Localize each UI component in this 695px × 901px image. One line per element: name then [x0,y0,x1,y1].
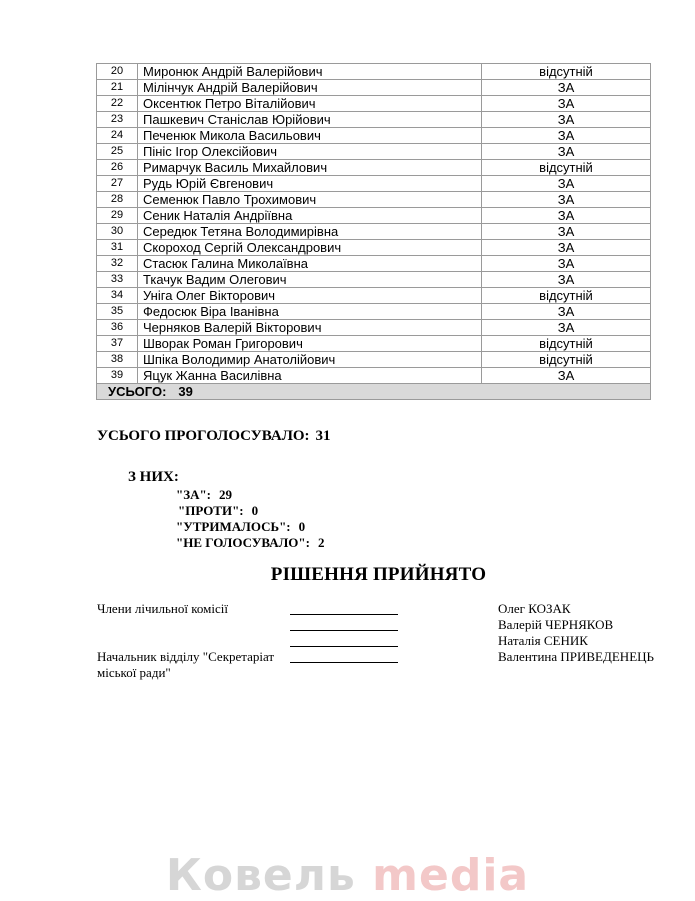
vote-result: відсутній [482,288,651,304]
row-number: 34 [97,288,138,304]
vote-result: відсутній [482,336,651,352]
table-row [97,352,651,368]
row-number: 24 [97,128,138,144]
breakdown-against [176,503,324,519]
signature-line [290,630,398,631]
vote-result: ЗА [482,208,651,224]
deputy-name: Федосюк Віра Іванівна [138,304,482,320]
vote-result: ЗА [482,144,651,160]
head-label: Начальник відділу "Секретаріат міської ради" [97,649,275,680]
deputy-name: Миронюк Андрій Валерійович [138,64,482,80]
watermark-part1: Ковель [165,850,356,901]
deputy-name: Яцук Жанна Василівна [138,368,482,384]
vote-result: ЗА [482,304,651,320]
table-row [97,336,651,352]
signatory-name: Валерій ЧЕРНЯКОВ [498,617,614,632]
row-number: 23 [97,112,138,128]
of-them-label: З НИХ: [128,469,179,485]
deputy-name: Рудь Юрій Євгенович [138,176,482,192]
table-row [97,256,651,272]
breakdown-label: "ПРОТИ": [178,503,244,518]
deputy-name: Оксентюк Петро Віталійович [138,96,482,112]
watermark-part2: media [372,850,530,901]
breakdown-not-voted [176,535,324,551]
deputy-name: Ткачук Вадим Олегович [138,272,482,288]
table-row [97,128,651,144]
table-row [97,64,651,80]
total-value: 39 [178,384,193,399]
total-voted-label: УСЬОГО ПРОГОЛОСУВАЛО: [97,428,310,444]
breakdown-label: "НЕ ГОЛОСУВАЛО": [176,535,310,550]
total-row [97,384,651,400]
total-label: УСЬОГО: [108,384,167,399]
commission-label: Члени лічильної комісії [97,601,228,616]
vote-result: ЗА [482,256,651,272]
row-number: 32 [97,256,138,272]
deputy-name: Сеник Наталія Андріївна [138,208,482,224]
breakdown-label: "УТРИМАЛОСЬ": [176,519,291,534]
vote-result: ЗА [482,224,651,240]
table-row [97,288,651,304]
vote-result: відсутній [482,160,651,176]
deputy-name: Мілінчук Андрій Валерійович [138,80,482,96]
row-number: 22 [97,96,138,112]
deputy-name: Пашкевич Станіслав Юрійович [138,112,482,128]
total-voted [97,428,331,445]
row-number: 31 [97,240,138,256]
table-row [97,304,651,320]
table-row [97,208,651,224]
row-number: 21 [97,80,138,96]
signature-line [290,662,398,663]
signatory-names [498,601,654,665]
deputy-name: Стасюк Галина Миколаївна [138,256,482,272]
table-row [97,272,651,288]
row-number: 38 [97,352,138,368]
row-number: 29 [97,208,138,224]
vote-result: ЗА [482,192,651,208]
vote-result: ЗА [482,368,651,384]
vote-result: ЗА [482,272,651,288]
table-row [97,96,651,112]
deputy-name: Шпіка Володимир Анатолійович [138,352,482,368]
signature-line [290,614,398,615]
signatory-name: Валентина ПРИВЕДЕНЕЦЬ [498,649,654,664]
vote-result: ЗА [482,176,651,192]
breakdown-value: 2 [317,535,325,550]
vote-result: ЗА [482,320,651,336]
breakdown-abstained [176,519,324,535]
breakdown-for [176,487,324,503]
vote-result: ЗА [482,128,651,144]
row-number: 35 [97,304,138,320]
vote-result: ЗА [482,240,651,256]
signatory-name: Наталія СЕНИК [498,633,588,648]
total-cell [97,384,651,400]
vote-result: ЗА [482,80,651,96]
breakdown-value: 0 [251,503,259,518]
deputy-name: Скороход Сергій Олександрович [138,240,482,256]
table-row [97,80,651,96]
vote-breakdown [176,487,324,551]
row-number: 37 [97,336,138,352]
deputy-name: Печенюк Микола Васильович [138,128,482,144]
row-number: 26 [97,160,138,176]
vote-table [96,63,651,400]
total-voted-value: 31 [315,428,331,444]
table-row [97,192,651,208]
row-number: 25 [97,144,138,160]
table-row [97,240,651,256]
signature-line [290,646,398,647]
table-row [97,112,651,128]
breakdown-label: "ЗА": [176,487,212,502]
table-row [97,368,651,384]
deputy-name: Семенюк Павло Трохимович [138,192,482,208]
decision-heading: РІШЕННЯ ПРИЙНЯТО [270,564,487,585]
table-row [97,144,651,160]
table-row [97,160,651,176]
row-number: 27 [97,176,138,192]
vote-result: відсутній [482,64,651,80]
deputy-name: Уніга Олег Вікторович [138,288,482,304]
row-number: 39 [97,368,138,384]
row-number: 33 [97,272,138,288]
breakdown-value: 0 [298,519,306,534]
deputy-name: Римарчук Василь Михайлович [138,160,482,176]
row-number: 28 [97,192,138,208]
deputy-name: Пініс Ігор Олексійович [138,144,482,160]
deputy-name: Середюк Тетяна Володимирівна [138,224,482,240]
table-row [97,176,651,192]
deputy-name: Черняков Валерій Вікторович [138,320,482,336]
signatory-name: Олег КОЗАК [498,601,571,616]
row-number: 20 [97,64,138,80]
watermark-logo [0,850,695,901]
vote-result: ЗА [482,112,651,128]
table-row [97,224,651,240]
deputy-name: Шворак Роман Григорович [138,336,482,352]
vote-result: відсутній [482,352,651,368]
breakdown-value: 29 [219,487,233,502]
row-number: 36 [97,320,138,336]
row-number: 30 [97,224,138,240]
table-row [97,320,651,336]
vote-result: ЗА [482,96,651,112]
